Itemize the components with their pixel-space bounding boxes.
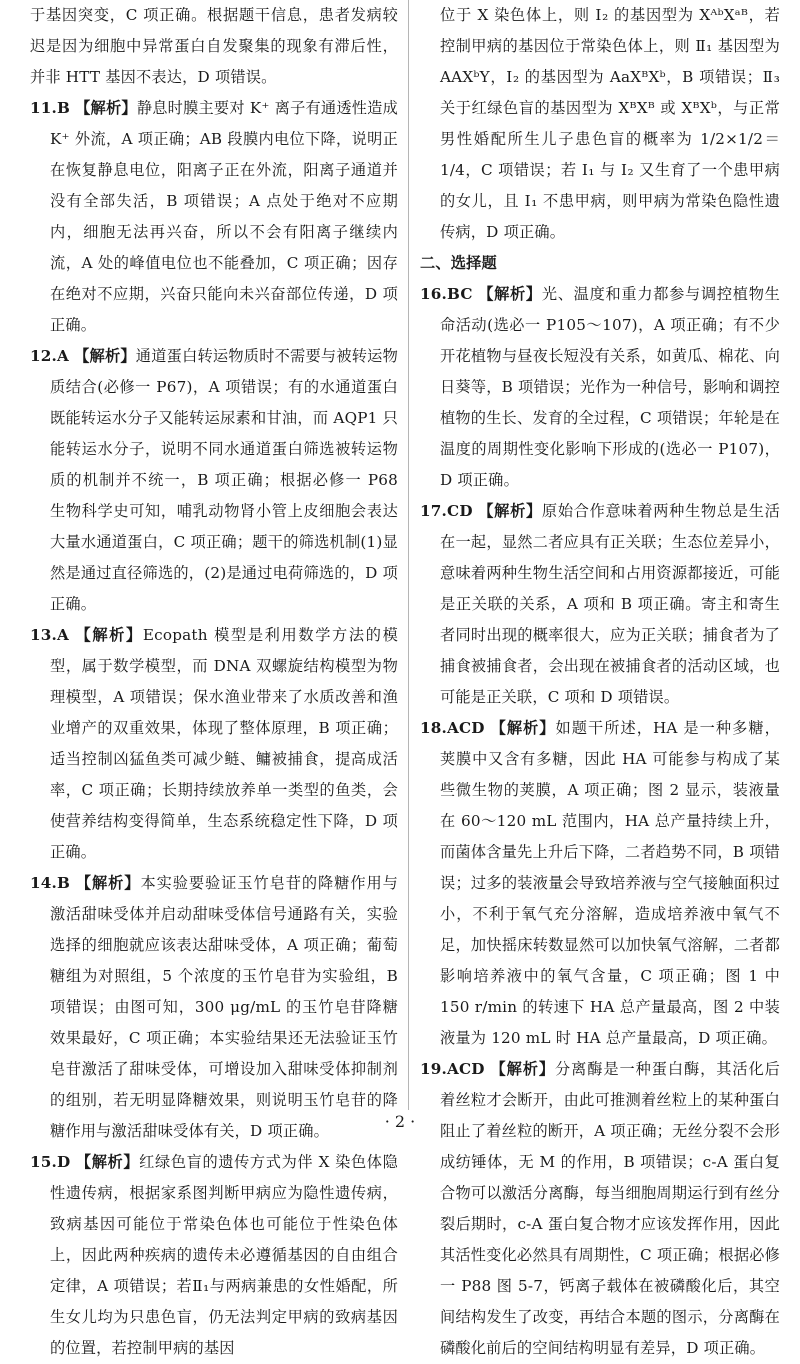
answer-item-17 <box>420 496 780 713</box>
item-tag: 【解析】 <box>478 285 542 303</box>
item-answer: B <box>57 99 71 117</box>
item-tag: 【解析】 <box>75 874 141 892</box>
item-explanation: 光、温度和重力都参与调控植物生命活动(选必一 P105～107)，A 项正确；有不少开花植物与昼夜长短没有关系，如黄瓜、棉花、向日葵等，B 项错误；光作为一种信号，影响和调控植物的生长、发育的全过程，C 项错误；年轮是在温度的周期性变化影响下形成的(选必一 P107)，D 项正确。 <box>440 285 781 489</box>
item-number: 16. <box>420 285 448 303</box>
item-tag: 【解析】 <box>75 626 143 644</box>
item-number: 11. <box>30 99 58 117</box>
item-tag: 【解析】 <box>74 347 136 365</box>
answer-item-18 <box>420 713 780 1054</box>
item-answer: CD <box>447 502 473 520</box>
left-continuation: 于基因突变，C 项正确。根据题干信息，患者发病较迟是因为细胞中异常蛋白自发聚集的现象有滞后性，并非 HTT 基因不表达，D 项错误。 <box>30 6 398 86</box>
item-answer: A <box>57 347 70 365</box>
item-number: 18. <box>420 719 448 737</box>
answer-item-11 <box>30 93 398 341</box>
item-number: 12. <box>30 347 58 365</box>
item-number: 13. <box>30 626 58 644</box>
item-number: 17. <box>420 502 448 520</box>
answer-item-14 <box>30 868 398 1147</box>
item-tag: 【解析】 <box>490 719 556 737</box>
answer-item-16 <box>420 279 780 496</box>
item-answer: ACD <box>447 1060 485 1078</box>
item-tag: 【解析】 <box>75 1153 140 1171</box>
item-tag: 【解析】 <box>490 1060 555 1078</box>
item-explanation: 分离酶是一种蛋白酶，其活化后着丝粒才会断开，由此可推测着丝粒上的某种蛋白阻止了着丝粒的断开，A 项正确；无丝分裂不会形成纺锤体，无 M 的作用，B 项错误；c-A 蛋白复合物可以激活分离酶，每当细胞周期运行到有丝分裂后期时，c-A 蛋白复合物才应该发挥作用，因此其活性变化必然具有周期性，C 项正确；根据必修一 P88 图 5-7，钙离子载体在被磷酸化后，其空间结构发生了改变，再结合本题的图示，分离酶在磷酸化前后的空间结构明显有差异，D 项正确。 <box>440 1060 780 1357</box>
item-answer: D <box>57 1153 71 1171</box>
item-answer: ACD <box>447 719 485 737</box>
answer-item-19 <box>420 1054 780 1364</box>
answer-item-15 <box>30 1147 398 1364</box>
left-column <box>30 0 398 1364</box>
item-answer: B <box>57 874 71 892</box>
item-answer: BC <box>447 285 473 303</box>
answer-item-13 <box>30 620 398 868</box>
item-explanation: 通道蛋白转运物质时不需要与被转运物质结合(必修一 P67)，A 项错误；有的水通道蛋白既能转运水分子又能转运尿素和甘油，而 AQP1 只能转运水分子，说明不同水通道蛋白筛选被转运物质的机制并不统一，B 项正确；根据必修一 P68 生物科学史可知，哺乳动物肾小管上皮细胞会表达大量水通道蛋白，C 项正确；题干的筛选机制(1)显然是通过直径筛选的，(2)是通过电荷筛选的，D 项正确。 <box>50 347 398 613</box>
item-explanation: Ecopath 模型是利用数学方法的模型，属于数学模型，而 DNA 双螺旋结构模型为物理模型，A 项错误；保水渔业带来了水质改善和渔业增产的双重效果，体现了整体原理，B 项正确；适当控制凶猛鱼类可减少鲢、鳙被捕食，提高成活率，C 项正确；长期持续放养单一类型的鱼类，会使营养结构变得简单，生态系统稳定性下降，D 项正确。 <box>50 626 398 861</box>
item-explanation: 静息时膜主要对 K⁺ 离子有通透性造成 K⁺ 外流，A 项正确；AB 段膜内电位下降，说明正在恢复静息电位，阳离子正在外流，阳离子通道并没有全部失活，B 项错误；A 点处于绝对不应期内，细胞无法再兴奋，所以不会有阳离子继续内流，A 处的峰值电位也不能叠加，C 项正确；因存在绝对不应期，兴奋只能向未兴奋部位传递，D 项正确。 <box>50 99 398 334</box>
item-number: 19. <box>420 1060 448 1078</box>
item-answer: A <box>57 626 70 644</box>
item-explanation: 本实验要验证玉竹皂苷的降糖作用与激活甜味受体并启动甜味受体信号通路有关，实验选择的细胞就应该表达甜味受体，A 项正确；葡萄糖组为对照组，5 个浓度的玉竹皂苷为实验组，B 项错误；由图可知，300 μg/mL 的玉竹皂苷降糖效果最好，C 项正确；本实验结果还无法验证玉竹皂苷激活了甜味受体，可增设加入甜味受体抑制剂的组别，若无明显降糖效果，则说明玉竹皂苷的降糖作用与激活甜味受体有关，D 项正确。 <box>50 874 398 1140</box>
item-explanation: 原始合作意味着两种生物总是生活在一起，显然二者应具有正关联；生态位差异小，意味着两种生物生活空间和占用资源都接近，可能是正关联的关系，A 项和 B 项正确。寄主和寄生者同时出现的概率很大，应为正关联；捕食者为了捕食被捕食者，会出现在被捕食者的活动区域，也可能是正关联，C 项和 D 项错误。 <box>440 502 781 706</box>
item-explanation: 红绿色盲的遗传方式为伴 X 染色体隐性遗传病，根据家系图判断甲病应为隐性遗传病，致病基因可能位于常染色体也可能位于性染色体上，因此两种疾病的遗传未必遵循基因的自由组合定律，A 项错误；若Ⅱ₁与两病兼患的女性婚配，所生女儿均为只患色盲，仍无法判定甲病的致病基因的位置，若控制甲病的基因 <box>50 1153 398 1357</box>
item-number: 14. <box>30 874 58 892</box>
right-column <box>420 0 780 1364</box>
section-title: 二、选择题 <box>420 254 497 272</box>
item-number: 15. <box>30 1153 58 1171</box>
item-explanation: 如题干所述，HA 是一种多糖，荚膜中又含有多糖，因此 HA 可能参与构成了某些微生物的荚膜，A 项正确；图 2 显示，装液量在 60～120 mL 范围内，HA 总产量持续上升，而菌体含量先上升后下降，二者趋势不同，B 项错误；过多的装液量会导致培养液与空气接触面积过小，不利于氧气充分溶解，造成培养液中氧气不足，加快摇床转数显然可以加快氧气溶解，二者都影响培养液中的氧气含量，C 项正确；图 1 中 150 r/min 的转速下 HA 总产量最高，图 2 中装液量为 120 mL 时 HA 总产量最高，D 项正确。 <box>440 719 781 1047</box>
item-tag: 【解析】 <box>478 502 542 520</box>
column-divider <box>408 0 409 1110</box>
page-number: · 2 · <box>384 1112 416 1131</box>
item-tag: 【解析】 <box>75 99 137 117</box>
answer-item-12 <box>30 341 398 620</box>
right-continuation: 位于 X 染色体上，则 Ⅰ₂ 的基因型为 XᴬᵇXᵃᴮ，若控制甲病的基因位于常染色体上，则 Ⅱ₁ 基因型为 AAXᵇY，Ⅰ₂ 的基因型为 AaXᴮXᵇ，B 项错误；Ⅱ₃ 关于红绿色盲的基因型为 XᴮXᴮ 或 XᴮXᵇ，与正常男性婚配所生儿子患色盲的概率为 1/2×1/2＝1/4，C 项错误；若 Ⅰ₁ 与 Ⅰ₂ 又生育了一个患甲病的女儿，且 Ⅰ₁ 不患甲病，则甲病为常染色隐性遗传病，D 项正确。 <box>440 6 780 241</box>
